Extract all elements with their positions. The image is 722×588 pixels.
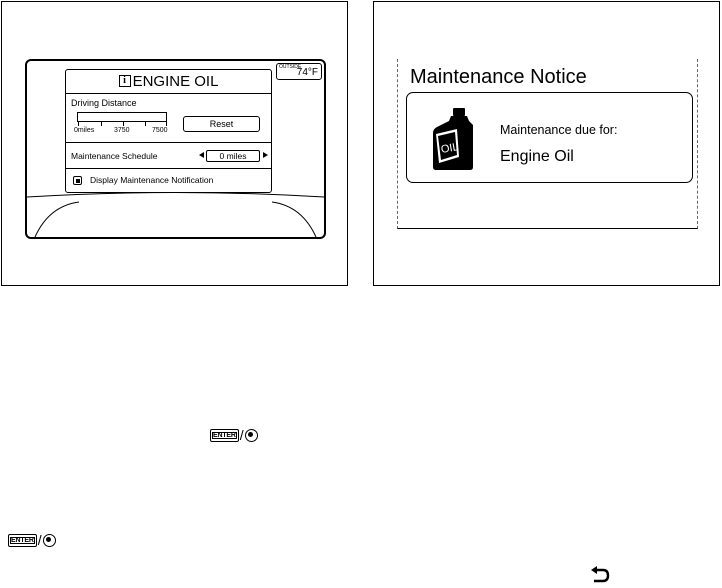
notification-label: Display Maintenance Notification [90, 175, 214, 185]
scale-tick [123, 122, 124, 126]
slash: / [37, 532, 42, 548]
oil-bottle-icon [431, 107, 475, 171]
reset-button[interactable]: Reset [183, 116, 260, 132]
oil-icon-label: OIL [440, 141, 460, 156]
figure-panel-right [373, 1, 720, 286]
outside-temp-value: 74°F [296, 67, 318, 78]
increase-arrow-icon[interactable] [263, 152, 268, 158]
scale-tick [145, 122, 146, 126]
due-label: Maintenance due for: [500, 123, 618, 137]
back-arrow-icon [590, 566, 610, 584]
enter-center-button-icon [210, 428, 258, 442]
divider [66, 142, 271, 143]
outside-temperature-display [276, 63, 322, 80]
figure-panel-left [1, 1, 348, 286]
center-dial-icon [245, 429, 258, 442]
enter-key-icon: ENTER [210, 429, 239, 442]
engine-oil-screen [25, 59, 326, 239]
scale-label-end: 7500 [152, 127, 168, 134]
scale-label-start: 0miles [74, 127, 95, 134]
scale-tick [166, 122, 167, 126]
due-item: Engine Oil [500, 148, 574, 165]
decrease-arrow-icon[interactable] [199, 152, 204, 158]
dialog-title-bar [66, 70, 271, 94]
center-dial-icon [43, 534, 56, 547]
maintenance-notice-screen [397, 59, 698, 229]
divider [66, 168, 271, 169]
notification-checkbox[interactable] [73, 176, 82, 185]
enter-key-icon: ENTER [8, 534, 37, 547]
scale-tick [101, 122, 102, 126]
enter-center-button-icon [8, 533, 56, 547]
maintenance-schedule-label: Maintenance Schedule [71, 151, 158, 161]
driving-distance-label: Driving Distance [71, 98, 137, 108]
scale-tick [78, 122, 79, 126]
driving-distance-bar [77, 112, 167, 122]
dialog-title: ENGINE OIL [132, 73, 219, 90]
slash: / [239, 427, 244, 443]
notice-box [406, 92, 693, 183]
notice-title: Maintenance Notice [410, 66, 587, 88]
schedule-value-field[interactable]: 0 miles [206, 150, 260, 162]
outside-label: OUTSIDE [279, 64, 302, 70]
scale-label-mid: 3750 [114, 127, 130, 134]
info-icon: i [119, 75, 131, 87]
engine-oil-dialog [65, 69, 272, 193]
